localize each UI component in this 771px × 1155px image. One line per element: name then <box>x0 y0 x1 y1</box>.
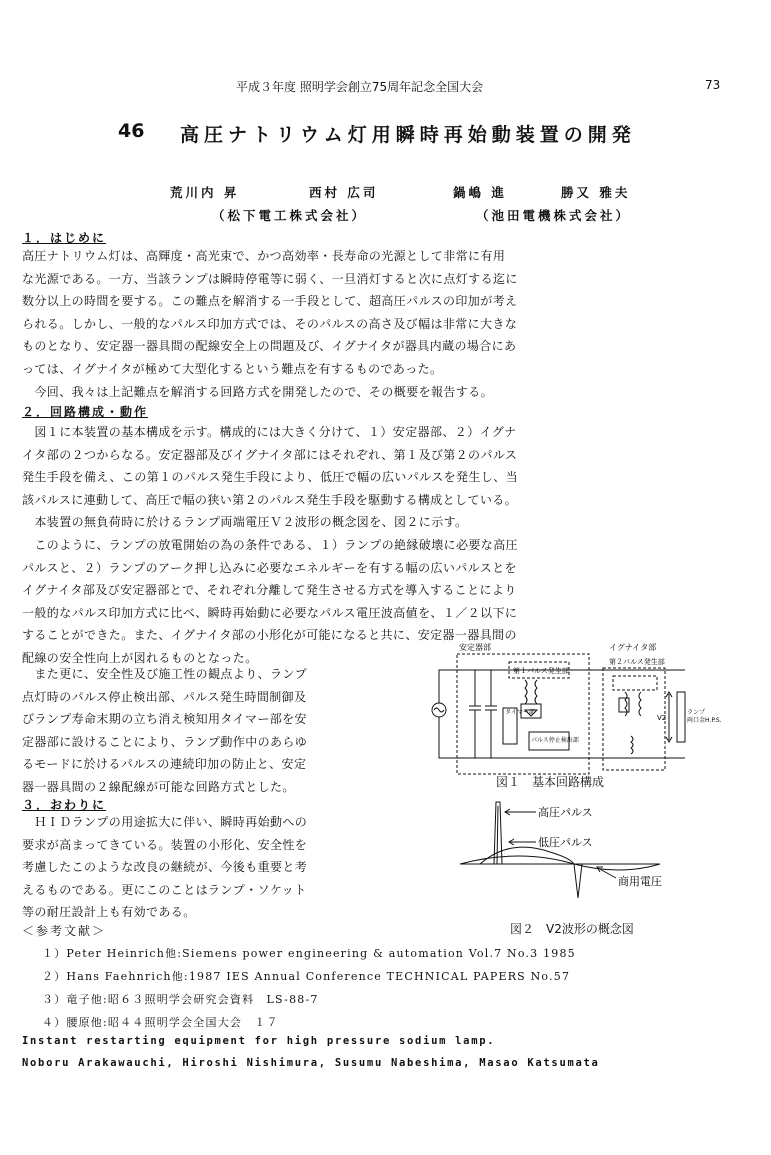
references-heading: ＜参考文献＞ <box>22 924 107 938</box>
conference-header: 平成３年度 照明学会創立75周年記念全国大会 <box>236 80 484 94</box>
text-line: 定器部に設けることにより、ランプ動作中のあらゆ <box>22 734 308 749</box>
text-line: 点灯時のパルス停止検出部、パルス発生時間制御及 <box>22 689 307 704</box>
author-name: 西村 広司 <box>309 185 379 200</box>
pulse2-label: 第２パルス発生部 <box>609 658 665 666</box>
text-line: 数分以上の時間を要する。この難点を解消する一手段として、超高圧パルスの印加が考え <box>22 294 518 309</box>
paper-title: 高圧ナトリウム灯用瞬時再始動装置の開発 <box>180 124 636 146</box>
figure1-circuit-diagram <box>425 640 725 790</box>
text-line: 本装置の無負荷時に於けるランプ両端電圧Ｖ２波形の概念図を、図２に示す。 <box>22 515 468 530</box>
figure2-waveform <box>450 798 700 918</box>
section-heading: １．はじめに <box>22 231 107 245</box>
author-name: 鍋嶋 進 <box>453 185 507 200</box>
v2-label: V2 <box>657 714 667 722</box>
author-name: 荒川内 昇 <box>170 185 240 200</box>
text-line: っては、イグナイタが極めて大型化するという難点を有するものであった。 <box>22 361 443 376</box>
text-line: な光源である。一方、当該ランプは瞬時停電等に弱く、一旦消灯すると次に点灯する迄に <box>22 271 518 286</box>
section-body-narrow <box>22 811 434 924</box>
english-title: Instant restarting equipment for high pressure sodium lamp. <box>22 1035 496 1047</box>
text-line: ＨＩＤランプの用途拡大に伴い、瞬時再始動への <box>22 815 308 829</box>
text-line: 器一器具間の２線配線が可能な回路方式とした。 <box>22 779 295 794</box>
ballast-label: 安定器部 <box>459 643 491 652</box>
text-line: パルスと、２）ランプのアーク押し込みに必要なエネルギーを有する幅の広いパルスとを <box>22 560 517 575</box>
text-line: びランプ寿命末期の立ち消え検知用タイマー部を安 <box>22 712 307 727</box>
figure1-caption: 図１ 基本回路構成 <box>496 775 605 789</box>
lamp-icon <box>677 692 685 742</box>
text-line: このように、ランプの放電開始の為の条件である、１）ランプの絶縁破壊に必要な高圧 <box>22 537 519 552</box>
text-line: 配線の安全性向上が図れるものとなった。 <box>22 650 258 665</box>
text-line: 発生手段を備え、この第１のパルス発生手段により、低圧で幅の広いパルスを発生し、当 <box>22 470 519 485</box>
text-line: ものとなり、安定器一器具間の配線安全上の問題及び、イグナイタが器具内蔵の場合にあ <box>22 339 517 354</box>
igniter-label: イグナイタ部 <box>609 643 657 652</box>
figure2-caption: 図２ V2波形の概念図 <box>510 922 634 936</box>
reference-item: ３）竜子他:昭６３照明学会研究会資料 LS-88-7 <box>42 993 319 1006</box>
high-pulse-label: 高圧パルス <box>538 806 593 819</box>
section-body-narrow <box>22 663 434 799</box>
text-line: 該パルスに連動して、高圧で幅の狭い第２のパルス発生手段を駆動する構成としている。 <box>22 492 518 507</box>
pulse1-label: 第１パルス発生部 <box>513 667 569 675</box>
author-name: 勝又 雅夫 <box>561 185 631 200</box>
pulse-stop-label: パルス停止検出部 <box>531 737 579 744</box>
reference-item: ４）腰原他:昭４４照明学会全国大会 １７ <box>42 1016 279 1029</box>
reference-item: ２）Hans Faehnrich他:1987 IES Annual Conference TECHNICAL PAPERS No.57 <box>42 970 571 983</box>
mains-label: 商用電圧 <box>618 875 662 888</box>
text-line: えるものである。更にこのことはランプ・ソケット <box>22 882 307 897</box>
text-line: することができた。また、イグナイタ部の小形化が可能になると共に、安定器一器具間の <box>22 628 517 643</box>
english-authors: Noboru Arakawauchi, Hiroshi Nishimura, Susumu Nabeshima, Masao Katsumata <box>22 1057 600 1069</box>
affiliation: （松下電工株式会社） <box>212 208 368 223</box>
text-line: るモードに於けるパルスの連続印加の防止と、安定 <box>22 757 307 772</box>
text-line: 考慮したこのような改良の継続が、今後も重要と考 <box>22 860 308 875</box>
text-line: また更に、安全性及び施工性の観点より、ランプ <box>22 667 308 681</box>
timer-label: タイマー部 <box>505 709 535 716</box>
paper-number: 46 <box>118 120 145 142</box>
reference-item: １）Peter Heinrich他:Siemens power engineering & automation Vol.7 No.3 1985 <box>42 947 576 960</box>
lamp-label: ランプ <box>687 709 706 716</box>
text-line: 要求が高まってきている。装置の小形化、安全性を <box>22 837 308 852</box>
section-heading: ２．回路構成・動作 <box>22 405 149 419</box>
text-line: イグナイタ部及び安定器部とで、それぞれ分離して発生させる方式を導入することにより <box>22 583 517 598</box>
text-line: られる。しかし、一般的なパルス印加方式では、そのパルスの高さ及び幅は非常に大きな <box>22 316 518 331</box>
page-number: 73 <box>705 78 721 92</box>
affiliation: （池田電機株式会社） <box>476 208 632 223</box>
text-line: 高圧ナトリウム灯は、高輝度・高光束で、かつ高効率・長寿命の光源として非常に有用 <box>22 249 506 263</box>
section-body <box>22 421 732 670</box>
section-body <box>22 245 732 403</box>
igniter-box <box>603 668 665 770</box>
low-pulse-label: 低圧パルス <box>538 836 593 849</box>
text-line: イタ部の２つからなる。安定器部及びイグナイタ部にはそれぞれ、第１及び第２のパルス <box>22 447 518 462</box>
text-line: 今回、我々は上記難点を解消する回路方式を開発したので、その概要を報告する。 <box>22 384 493 399</box>
section-heading: ３．おわりに <box>22 798 107 812</box>
text-line: 図１に本装置の基本構成を示す。構成的には大きく分けて、１）安定器部、２）イグナ <box>22 425 517 439</box>
lamp-label-2: 両口金H.P.S. <box>687 717 722 724</box>
text-line: 等の耐圧設計上も有効である。 <box>22 905 196 920</box>
text-line: 一般的なパルス印加方式に比べ、瞬時再始動に必要なパルス電圧波高値を、１／２以下に <box>22 605 518 620</box>
